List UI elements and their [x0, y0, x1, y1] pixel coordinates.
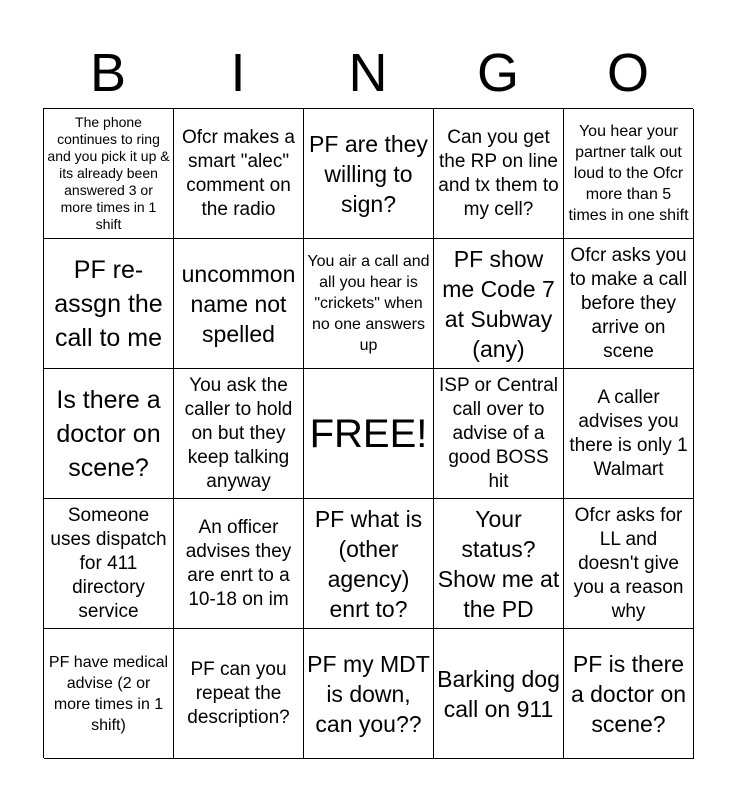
cell-text: You hear your partner talk out loud to the Ofcr more than 5 times in one shift	[568, 123, 689, 224]
cell-text: Can you get the RP on line and tx them to my cell?	[438, 126, 559, 220]
cell-text: Ofcr asks you to make a call before they arrive on scene	[569, 244, 688, 362]
bingo-cell-r1c1[interactable]	[44, 109, 174, 239]
bingo-cell-r3c5[interactable]	[564, 369, 694, 499]
cell-text: Ofcr makes a smart "alec" comment on the radio	[182, 126, 295, 220]
cell-text: PF show me Code 7 at Subway (any)	[442, 245, 555, 362]
cell-text: The phone continues to ring and you pick it up & its already been answered 3 or more times in 1 shift	[47, 114, 170, 232]
bingo-cell-r1c3[interactable]	[304, 109, 434, 239]
cell-text: PF can you repeat the description?	[187, 658, 290, 728]
bingo-cell-r4c3[interactable]	[304, 499, 434, 629]
header-letter-i: I	[230, 43, 246, 103]
bingo-cell-r5c2[interactable]	[174, 629, 304, 759]
bingo-cell-r1c2[interactable]	[174, 109, 304, 239]
bingo-header	[43, 38, 693, 108]
bingo-cell-r5c4[interactable]	[434, 629, 564, 759]
cell-text: PF re-assgn the call to me	[54, 255, 163, 352]
cell-text: PF have medical advise (2 or more times in 1 shift)	[48, 653, 169, 734]
cell-text: Ofcr asks for LL and doesn't give you a reason why	[573, 504, 684, 622]
free-space-text: FREE!	[309, 411, 428, 456]
bingo-cell-r2c3[interactable]	[304, 239, 434, 369]
cell-text: A caller advises you there is only 1 Walmart	[569, 386, 688, 480]
cell-text: Someone uses dispatch for 411 directory service	[50, 504, 167, 622]
cell-text: An officer advises they are enrt to a 10-18 on im	[185, 516, 292, 610]
cell-text: uncommon name not spelled	[181, 260, 296, 347]
bingo-cell-r1c5[interactable]	[564, 109, 694, 239]
cell-text: You air a call and all you hear is "crickets" when no one answers up	[307, 253, 430, 354]
bingo-cell-r1c4[interactable]	[434, 109, 564, 239]
header-letter-g: G	[476, 43, 519, 103]
cell-text: You ask the caller to hold on but they keep talking anyway	[184, 374, 293, 492]
bingo-cell-r2c2[interactable]	[174, 239, 304, 369]
cell-text: PF is there a doctor on scene?	[570, 650, 687, 737]
bingo-cell-r2c1[interactable]	[44, 239, 174, 369]
bingo-cell-r3c2[interactable]	[174, 369, 304, 499]
bingo-cell-r4c1[interactable]	[44, 499, 174, 629]
bingo-cell-r4c2[interactable]	[174, 499, 304, 629]
header-letter-n: N	[348, 43, 388, 103]
bingo-board	[43, 108, 693, 758]
cell-text: PF my MDT is down, can you??	[307, 650, 430, 737]
bingo-cell-r5c3[interactable]	[304, 629, 434, 759]
bingo-cell-r4c4[interactable]	[434, 499, 564, 629]
bingo-cell-r2c5[interactable]	[564, 239, 694, 369]
cell-text: Is there a doctor on scene?	[56, 385, 161, 482]
cell-text: Barking dog call on 911	[437, 665, 560, 722]
bingo-cell-r2c4[interactable]	[434, 239, 564, 369]
cell-text: Your status? Show me at the PD	[437, 505, 560, 622]
cell-text: PF what is (other agency) enrt to?	[314, 505, 423, 622]
bingo-cell-free[interactable]	[304, 369, 434, 499]
bingo-cell-r3c1[interactable]	[44, 369, 174, 499]
bingo-cell-r3c4[interactable]	[434, 369, 564, 499]
bingo-cell-r5c5[interactable]	[564, 629, 694, 759]
bingo-cell-r5c1[interactable]	[44, 629, 174, 759]
bingo-cell-r4c5[interactable]	[564, 499, 694, 629]
header-letter-o: O	[606, 43, 649, 103]
cell-text: PF are they willing to sign?	[309, 130, 428, 217]
cell-text: ISP or Central call over to advise of a good BOSS hit	[439, 374, 558, 492]
header-letter-b: B	[89, 43, 127, 103]
